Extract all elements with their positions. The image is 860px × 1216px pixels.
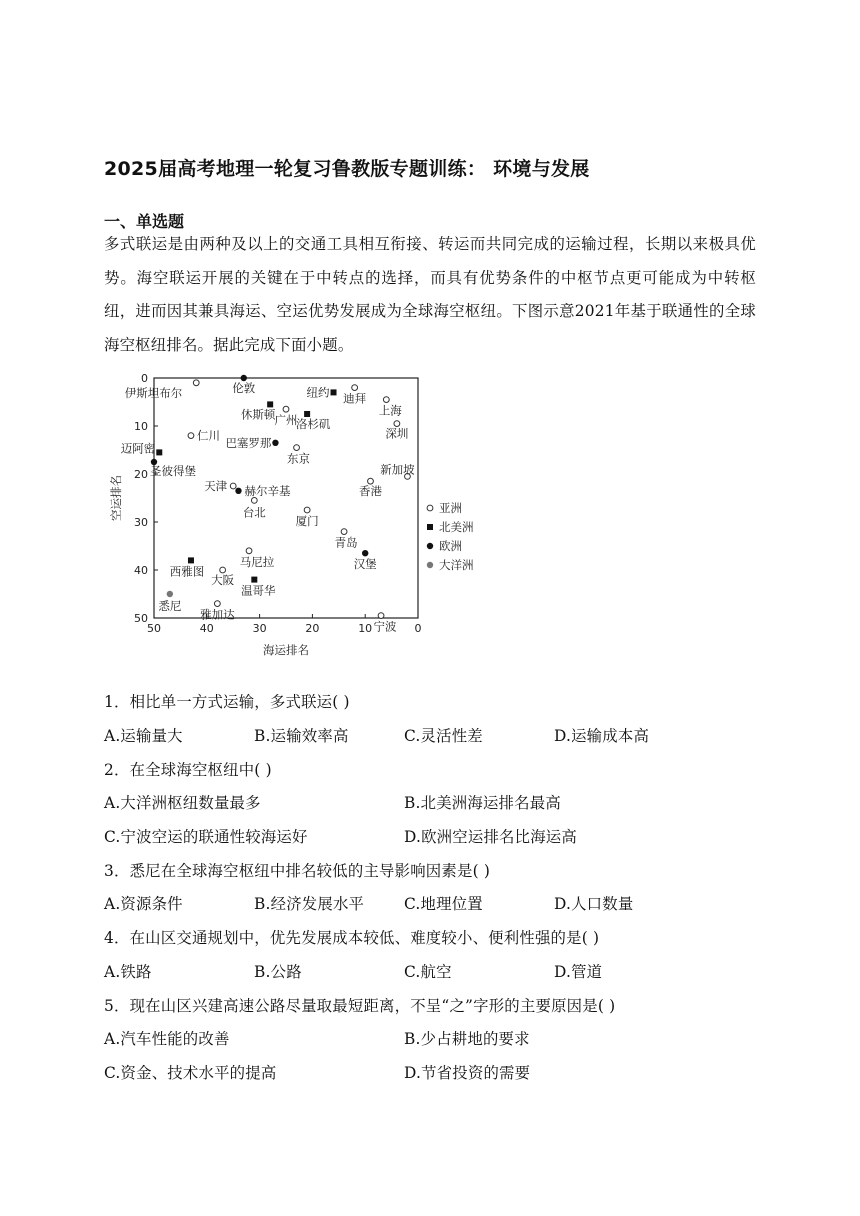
data-point: [156, 449, 162, 455]
x-tick-label: 20: [305, 622, 320, 635]
question-1-option-b[interactable]: B.运输效率高: [254, 727, 349, 745]
point-label: 雅加达: [200, 607, 235, 622]
data-point: [246, 548, 252, 554]
x-tick-label: 0: [414, 622, 422, 635]
point-label: 深圳: [385, 426, 409, 441]
point-label: 休斯顿: [240, 407, 276, 422]
point-label: 纽约: [306, 385, 330, 400]
data-point: [383, 397, 389, 403]
question-4-stem: 4．在山区交通规划中，优先发展成本较低、难度较小、便利性强的是( ): [104, 929, 600, 947]
point-label: 伊斯坦布尔: [124, 385, 183, 400]
point-label: 大阪: [211, 573, 235, 587]
y-tick-label: 10: [134, 420, 148, 433]
legend-label: 大洋洲: [439, 558, 474, 572]
point-label: 洛杉矶: [295, 417, 331, 431]
point-label: 广州: [274, 413, 298, 428]
point-label: 温哥华: [241, 583, 276, 598]
data-point: [188, 557, 194, 563]
data-point: [331, 389, 337, 395]
question-1-option-c[interactable]: C.灵活性差: [404, 727, 483, 745]
point-label: 巴塞罗那: [225, 435, 272, 450]
point-label: 青岛: [334, 535, 358, 550]
intro-text: 多式联运是由两种及以上的交通工具相互衔接、转运而共同完成的运输过程，长期以来极具优势。海空联运开展的关键在于中转点的选择，而具有优势条件的中枢节点更可能成为中转枢纽，进而因其兼具海运、空运优势发展成为全球海空枢纽。下图示意2021年基于联通性的全球海空枢纽排名。据此完成下面小题。: [104, 235, 756, 354]
point-label: 西雅图: [169, 564, 205, 579]
point-label: 仁川: [196, 428, 220, 443]
y-tick-label: 0: [141, 372, 148, 385]
question-1-option-a[interactable]: A.运输量大: [104, 727, 183, 745]
question-2-option-a[interactable]: A.大洋洲枢纽数量最多: [104, 794, 261, 812]
point-label: 伦敦: [232, 381, 256, 395]
point-label: 新加坡: [380, 462, 415, 477]
question-5-option-b[interactable]: B.少占耕地的要求: [404, 1030, 530, 1048]
legend-marker: [427, 562, 433, 568]
legend-label: 亚洲: [439, 501, 462, 515]
point-label: 厦门: [295, 514, 319, 528]
question-5-option-c[interactable]: C.资金、技术水平的提高: [104, 1064, 277, 1082]
x-tick-label: 30: [252, 622, 267, 635]
point-label: 迈阿密: [120, 441, 156, 456]
question-3-option-b[interactable]: B.经济发展水平: [254, 895, 365, 913]
intro-passage: [104, 228, 756, 362]
x-tick-label: 40: [199, 622, 214, 635]
section-heading: 一、单选题: [104, 212, 185, 231]
point-label: 天津: [204, 479, 228, 493]
point-label: 赫尔辛基: [244, 483, 291, 498]
data-point: [294, 445, 300, 451]
point-label: 东京: [287, 451, 311, 466]
point-label: 香港: [358, 484, 382, 499]
point-label: 台北: [242, 505, 266, 520]
data-point: [251, 498, 257, 504]
question-3-option-a[interactable]: A.资源条件: [104, 895, 183, 913]
data-point: [188, 433, 194, 439]
point-label: 汉堡: [353, 557, 377, 572]
question-3-stem: 3．悉尼在全球海空枢纽中排名较低的主导影响因素是( ): [104, 862, 491, 880]
question-3-option-c[interactable]: C.地理位置: [404, 895, 483, 913]
data-point: [230, 483, 236, 489]
question-5-stem: 5．现在山区兴建高速公路尽量取最短距离，不呈“之”字形的主要原因是( ): [104, 997, 616, 1015]
legend-marker: [427, 505, 433, 511]
x-axis-label: 海运排名: [263, 643, 309, 657]
question-4-option-d[interactable]: D.管道: [554, 963, 603, 981]
legend-marker: [427, 524, 433, 530]
point-label: 圣彼得堡: [150, 464, 196, 478]
question-5-option-d[interactable]: D.节省投资的需要: [404, 1064, 531, 1082]
question-2-option-b[interactable]: B.北美洲海运排名最高: [404, 794, 561, 812]
data-point: [214, 601, 220, 607]
point-label: 宁波: [373, 619, 397, 634]
data-point: [283, 406, 289, 412]
point-label: 迪拜: [343, 391, 367, 406]
data-point: [193, 380, 199, 386]
hub-ranking-chart: [104, 366, 484, 678]
data-point: [304, 507, 310, 513]
y-tick-label: 50: [134, 612, 148, 625]
point-label: 上海: [378, 403, 402, 418]
question-2-option-d[interactable]: D.欧洲空运排名比海运高: [404, 828, 577, 846]
question-1-option-d[interactable]: D.运输成本高: [554, 727, 650, 745]
legend-label: 欧洲: [439, 539, 462, 553]
data-point: [341, 529, 347, 535]
data-point: [378, 613, 384, 619]
scatter-plot: [104, 366, 484, 678]
data-point: [251, 577, 257, 583]
question-4-option-a[interactable]: A.铁路: [104, 963, 152, 981]
legend-marker: [427, 543, 433, 549]
question-2-stem: 2．在全球海空枢纽中( ): [104, 761, 272, 779]
question-4-option-b[interactable]: B.公路: [254, 963, 302, 981]
data-point: [362, 550, 368, 556]
y-tick-label: 20: [134, 468, 148, 481]
question-4-option-c[interactable]: C.航空: [404, 963, 452, 981]
question-3-option-d[interactable]: D.人口数量: [554, 895, 634, 913]
x-tick-label: 10: [358, 622, 373, 635]
y-axis-label: 空运排名: [109, 475, 123, 521]
y-tick-label: 30: [134, 516, 148, 529]
data-point: [167, 591, 173, 597]
question-5-option-a[interactable]: A.汽车性能的改善: [104, 1030, 230, 1048]
point-label: 悉尼: [158, 599, 182, 613]
data-point: [235, 488, 241, 494]
document-title: 2025届高考地理一轮复习鲁教版专题训练： 环境与发展: [104, 158, 590, 180]
data-point: [272, 440, 278, 446]
point-label: 马尼拉: [239, 554, 275, 569]
y-tick-label: 40: [134, 564, 148, 577]
data-point: [352, 385, 358, 391]
x-tick-label: 50: [147, 622, 161, 635]
question-1-stem: 1．相比单一方式运输，多式联运( ): [104, 693, 350, 711]
question-2-option-c[interactable]: C.宁波空运的联通性较海运好: [104, 828, 308, 846]
legend-label: 北美洲: [439, 520, 474, 534]
